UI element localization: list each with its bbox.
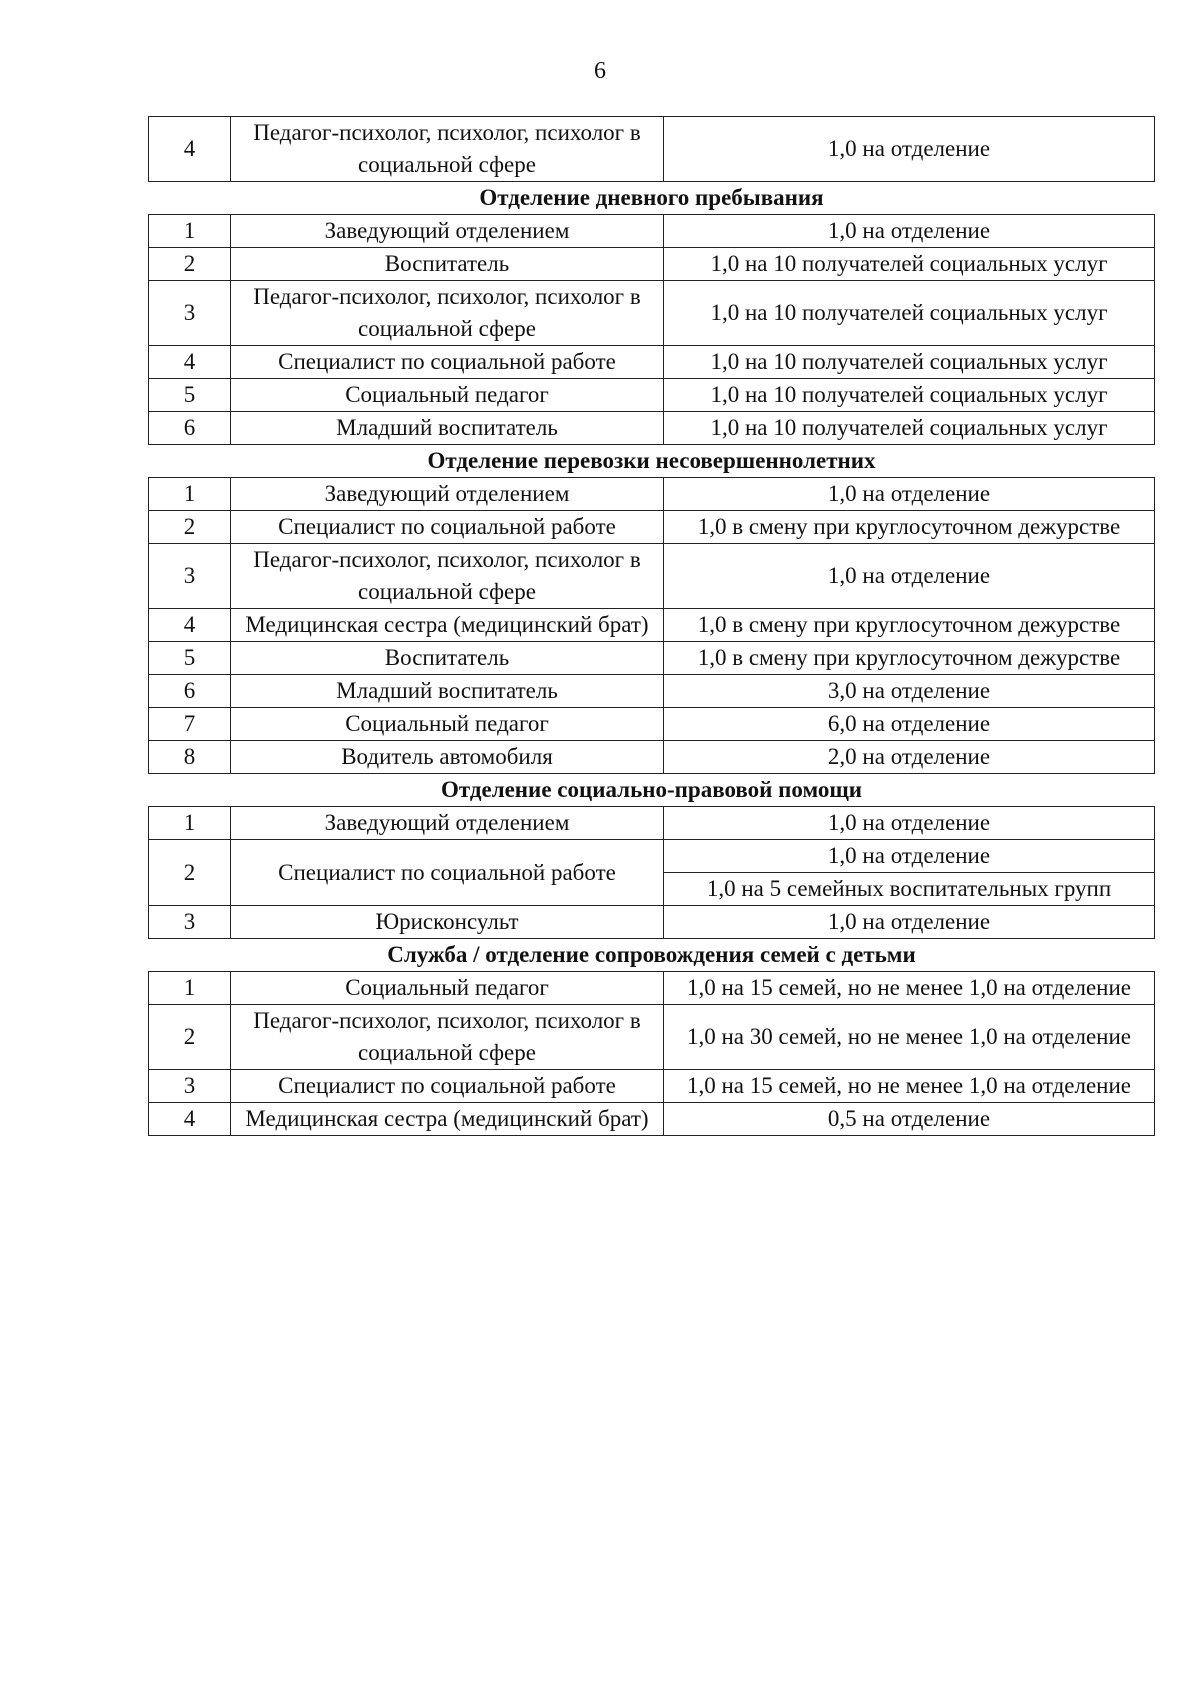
position-title: Специалист по социальной работе: [231, 840, 664, 906]
staff-norm: 1,0 на отделение: [664, 906, 1155, 939]
table-row: [149, 840, 1155, 873]
staff-norm: 2,0 на отделение: [664, 741, 1155, 774]
staff-norm: 1,0 на 15 семей, но не менее 1,0 на отделение: [664, 1070, 1155, 1103]
table-row: [149, 1070, 1155, 1103]
table-row: [149, 544, 1155, 609]
row-number: 6: [149, 675, 231, 708]
row-number: 3: [149, 281, 231, 346]
staff-norm: 1,0 на 15 семей, но не менее 1,0 на отделение: [664, 972, 1155, 1005]
staff-norm: 1,0 в смену при круглосуточном дежурстве: [664, 642, 1155, 675]
staff-norm: 1,0 на 10 получателей социальных услуг: [664, 412, 1155, 445]
row-number: 2: [149, 840, 231, 906]
position-title: Социальный педагог: [231, 708, 664, 741]
staffing-table: [148, 116, 1155, 1136]
row-number: 2: [149, 1005, 231, 1070]
table-row: [149, 511, 1155, 544]
table-row: [149, 906, 1155, 939]
row-number: 3: [149, 906, 231, 939]
staff-norm: 1,0 на отделение: [664, 117, 1155, 182]
position-title: Заведующий отделением: [231, 215, 664, 248]
position-title: Педагог-психолог, психолог, психолог в социальной сфере: [231, 544, 664, 609]
staff-norm: 0,5 на отделение: [664, 1103, 1155, 1136]
staff-norm: 1,0 на 30 семей, но не менее 1,0 на отделение: [664, 1005, 1155, 1070]
position-title: Специалист по социальной работе: [231, 511, 664, 544]
table-row: [149, 346, 1155, 379]
position-title: Юрисконсульт: [231, 906, 664, 939]
table-row: [149, 412, 1155, 445]
staff-norm: 3,0 на отделение: [664, 675, 1155, 708]
position-title: Социальный педагог: [231, 379, 664, 412]
table-row: [149, 281, 1155, 346]
position-title: Социальный педагог: [231, 972, 664, 1005]
row-number: 4: [149, 609, 231, 642]
section-title: Служба / отделение сопровождения семей с детьми: [149, 939, 1155, 972]
position-title: Медицинская сестра (медицинский брат): [231, 1103, 664, 1136]
staff-norm: 1,0 на отделение: [664, 215, 1155, 248]
staff-norm: 1,0 на 10 получателей социальных услуг: [664, 248, 1155, 281]
row-number: 5: [149, 379, 231, 412]
staff-norm: 1,0 в смену при круглосуточном дежурстве: [664, 609, 1155, 642]
position-title: Специалист по социальной работе: [231, 1070, 664, 1103]
table-row: [149, 708, 1155, 741]
table-row: [149, 609, 1155, 642]
row-number: 4: [149, 117, 231, 182]
staff-norm: 1,0 в смену при круглосуточном дежурстве: [664, 511, 1155, 544]
section-title: Отделение перевозки несовершеннолетних: [149, 445, 1155, 478]
table-row: [149, 972, 1155, 1005]
staff-norm: 1,0 на отделение: [664, 478, 1155, 511]
table-row: [149, 117, 1155, 182]
table-row: [149, 807, 1155, 840]
page-number: 6: [594, 58, 606, 84]
table-row: [149, 478, 1155, 511]
row-number: 4: [149, 1103, 231, 1136]
section-title: Отделение социально-правовой помощи: [149, 774, 1155, 807]
row-number: 6: [149, 412, 231, 445]
section-title: Отделение дневного пребывания: [149, 182, 1155, 215]
row-number: 1: [149, 215, 231, 248]
row-number: 1: [149, 972, 231, 1005]
row-number: 2: [149, 248, 231, 281]
staffing-table-body: [149, 117, 1155, 1136]
table-row: [149, 215, 1155, 248]
position-title: Педагог-психолог, психолог, психолог в социальной сфере: [231, 281, 664, 346]
section-header-row: [149, 445, 1155, 478]
table-row: [149, 675, 1155, 708]
row-number: 4: [149, 346, 231, 379]
section-header-row: [149, 774, 1155, 807]
row-number: 8: [149, 741, 231, 774]
table-row: [149, 248, 1155, 281]
row-number: 1: [149, 807, 231, 840]
staff-norm: 1,0 на 10 получателей социальных услуг: [664, 281, 1155, 346]
staff-norm: 1,0 на 10 получателей социальных услуг: [664, 379, 1155, 412]
position-title: Младший воспитатель: [231, 412, 664, 445]
table-row: [149, 1103, 1155, 1136]
staff-norm: 6,0 на отделение: [664, 708, 1155, 741]
position-title: Воспитатель: [231, 642, 664, 675]
table-row: [149, 1005, 1155, 1070]
row-number: 5: [149, 642, 231, 675]
position-title: Воспитатель: [231, 248, 664, 281]
position-title: Педагог-психолог, психолог, психолог в социальной сфере: [231, 1005, 664, 1070]
staff-norm: 1,0 на 10 получателей социальных услуг: [664, 346, 1155, 379]
row-number: 3: [149, 1070, 231, 1103]
position-title: Водитель автомобиля: [231, 741, 664, 774]
section-header-row: [149, 939, 1155, 972]
staff-norm: 1,0 на отделение: [664, 544, 1155, 609]
table-row: [149, 741, 1155, 774]
row-number: 7: [149, 708, 231, 741]
section-header-row: [149, 182, 1155, 215]
position-title: Медицинская сестра (медицинский брат): [231, 609, 664, 642]
staff-norm: 1,0 на отделение: [664, 840, 1155, 873]
row-number: 2: [149, 511, 231, 544]
table-row: [149, 379, 1155, 412]
position-title: Заведующий отделением: [231, 807, 664, 840]
position-title: Педагог-психолог, психолог, психолог в социальной сфере: [231, 117, 664, 182]
row-number: 3: [149, 544, 231, 609]
row-number: 1: [149, 478, 231, 511]
staff-norm: 1,0 на отделение: [664, 807, 1155, 840]
table-row: [149, 642, 1155, 675]
staff-norm: 1,0 на 5 семейных воспитательных групп: [664, 873, 1155, 906]
position-title: Младший воспитатель: [231, 675, 664, 708]
position-title: Специалист по социальной работе: [231, 346, 664, 379]
position-title: Заведующий отделением: [231, 478, 664, 511]
